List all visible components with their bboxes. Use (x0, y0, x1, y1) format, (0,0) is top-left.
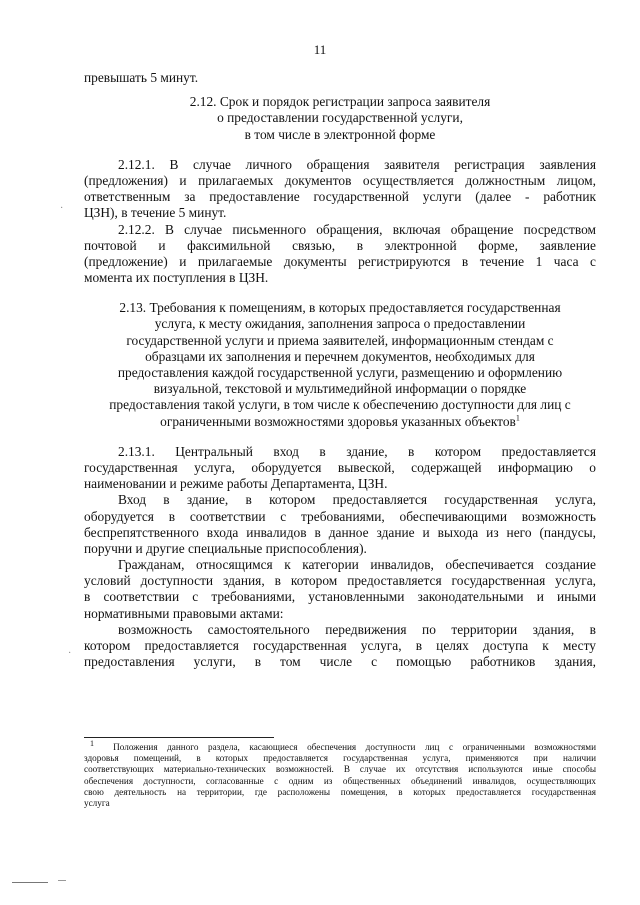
paragraph-line: оборудуется в соответствии с требованиями, обеспечивающими возможность (84, 508, 596, 524)
paragraph-entrance (84, 492, 596, 557)
paragraph-line: котором предоставляется государственная услуга, в целях доступа к месту (84, 638, 596, 653)
heading-line: услуга, к месту ожидания, заполнения запроса о предоставлении (154, 316, 526, 332)
paragraph-line: беспрепятственного входа инвалидов в данное здание и выхода из него (пандусы, (84, 524, 596, 540)
heading-line: предоставления каждой государственной услуги, размещению и оформлению (117, 365, 563, 380)
heading-line (84, 414, 596, 430)
paragraph-line: предоставления услуги, в том числе с помощью работников здания, (84, 654, 596, 670)
document-body (84, 70, 596, 670)
footnote-line: соответствующих материально-технических возможностей. В случае их отсутствия используются иные способы (84, 764, 596, 775)
scan-artifact-dash (58, 880, 66, 881)
paragraph-line: наименовании и режиме работы Департамента, ЦЗН. (84, 476, 388, 492)
paragraph-line: Вход в здание, в котором предоставляется государственная услуга, (118, 492, 596, 508)
heading-line: государственной услуги и приема заявителей, информационным стендам с (126, 332, 554, 348)
paragraph-line: ЦЗН), в течение 5 минут. (84, 205, 227, 221)
footnote-marker: 1 (90, 738, 94, 748)
paragraph-line: в соответствии с требованиями, установленными законодательными и иными (84, 589, 596, 605)
paragraph-line: государственная услуга, оборудуется вывеской, содержащей информацию о (84, 459, 596, 475)
paragraph-line: 2.12.1. В случае личного обращения заявителя регистрация заявления (118, 156, 596, 172)
footnote-separator (84, 737, 274, 738)
heading-line: образцами их заполнения и перечнем документов, необходимых для (145, 348, 535, 364)
paragraph-line: момента их поступления в ЦЗН. (84, 270, 269, 286)
paragraph-line: Гражданам, относящимся к категории инвалидов, обеспечивается создание (118, 557, 596, 573)
paragraph-2-12-2 (84, 222, 596, 287)
paragraph-line: 2.13.1. Центральный вход в здание, в котором предоставляется (118, 443, 596, 459)
heading-line-text: ограниченными возможностями здоровья указанных объектов (160, 413, 516, 429)
heading-line: в том числе в электронной форме (244, 126, 436, 142)
footnote-reference[interactable]: 1 (515, 413, 520, 423)
paragraph-line: возможность самостоятельного передвижения по территории здания, в (118, 621, 596, 637)
heading-line: 2.12. Срок и порядок регистрации запроса заявителя (189, 94, 491, 110)
paragraph-2-12-1 (84, 157, 596, 222)
paragraph-line: поручни и другие специальные приспособления). (84, 540, 367, 556)
footnote (84, 738, 596, 809)
heading-line: визуальной, текстовой и мультимедийной информации о порядке (153, 381, 527, 397)
footnote-line: здоровья помещений, в которых предоставляется государственная услуга, применяются при наличии (84, 753, 596, 764)
paragraph-line: почтовой и факсимильной связью, в электронной форме, заявление (84, 237, 596, 253)
intro-line: превышать 5 минут. (84, 70, 199, 85)
footnote-text: Положения данного раздела, касающиеся обеспечения доступности лиц с ограниченными возможностями (113, 742, 596, 752)
footnote-line: обеспечения доступности, согласованные с одним из общественных объединений инвалидов, осуществляющих (84, 775, 596, 786)
margin-scan-mark: · (68, 648, 72, 659)
footnote-line: свою деятельность на территории, где расположены помещения, в которых предоставляется государственная (84, 786, 596, 797)
paragraph-disabled-access (84, 557, 596, 622)
margin-scan-mark: · (60, 203, 64, 214)
heading-line: предоставления такой услуги, в том числе к обеспечению доступности для лиц с (109, 397, 571, 413)
footnote-line: услуга (84, 797, 110, 808)
footnote-line (84, 738, 596, 753)
paragraph-line: ответственным за предоставление государственной услуги (далее - работник (84, 189, 596, 205)
section-heading-2-13 (84, 300, 596, 430)
scan-artifact-line (12, 882, 48, 883)
section-heading-2-12 (84, 94, 596, 143)
heading-line: о предоставлении государственной услуги, (217, 110, 463, 126)
heading-line: 2.13. Требования к помещениям, в которых предоставляется государственная (119, 300, 561, 316)
paragraph-line: (предложения) и прилагаемых документов осуществляется должностным лицом, (84, 172, 596, 188)
page-number: 11 (313, 42, 327, 57)
paragraph-line: условий доступности здания, в котором предоставляется государственная услуга, (84, 573, 596, 589)
paragraph-2-13-1 (84, 444, 596, 493)
paragraph-line: 2.12.2. В случае письменного обращения, включая обращение посредством (118, 221, 596, 237)
paragraph-line: (предложение) и прилагаемые документы регистрируются в течение 1 часа с (84, 253, 596, 269)
paragraph-line: нормативными правовыми актами: (84, 605, 284, 621)
paragraph-movement (84, 622, 596, 671)
